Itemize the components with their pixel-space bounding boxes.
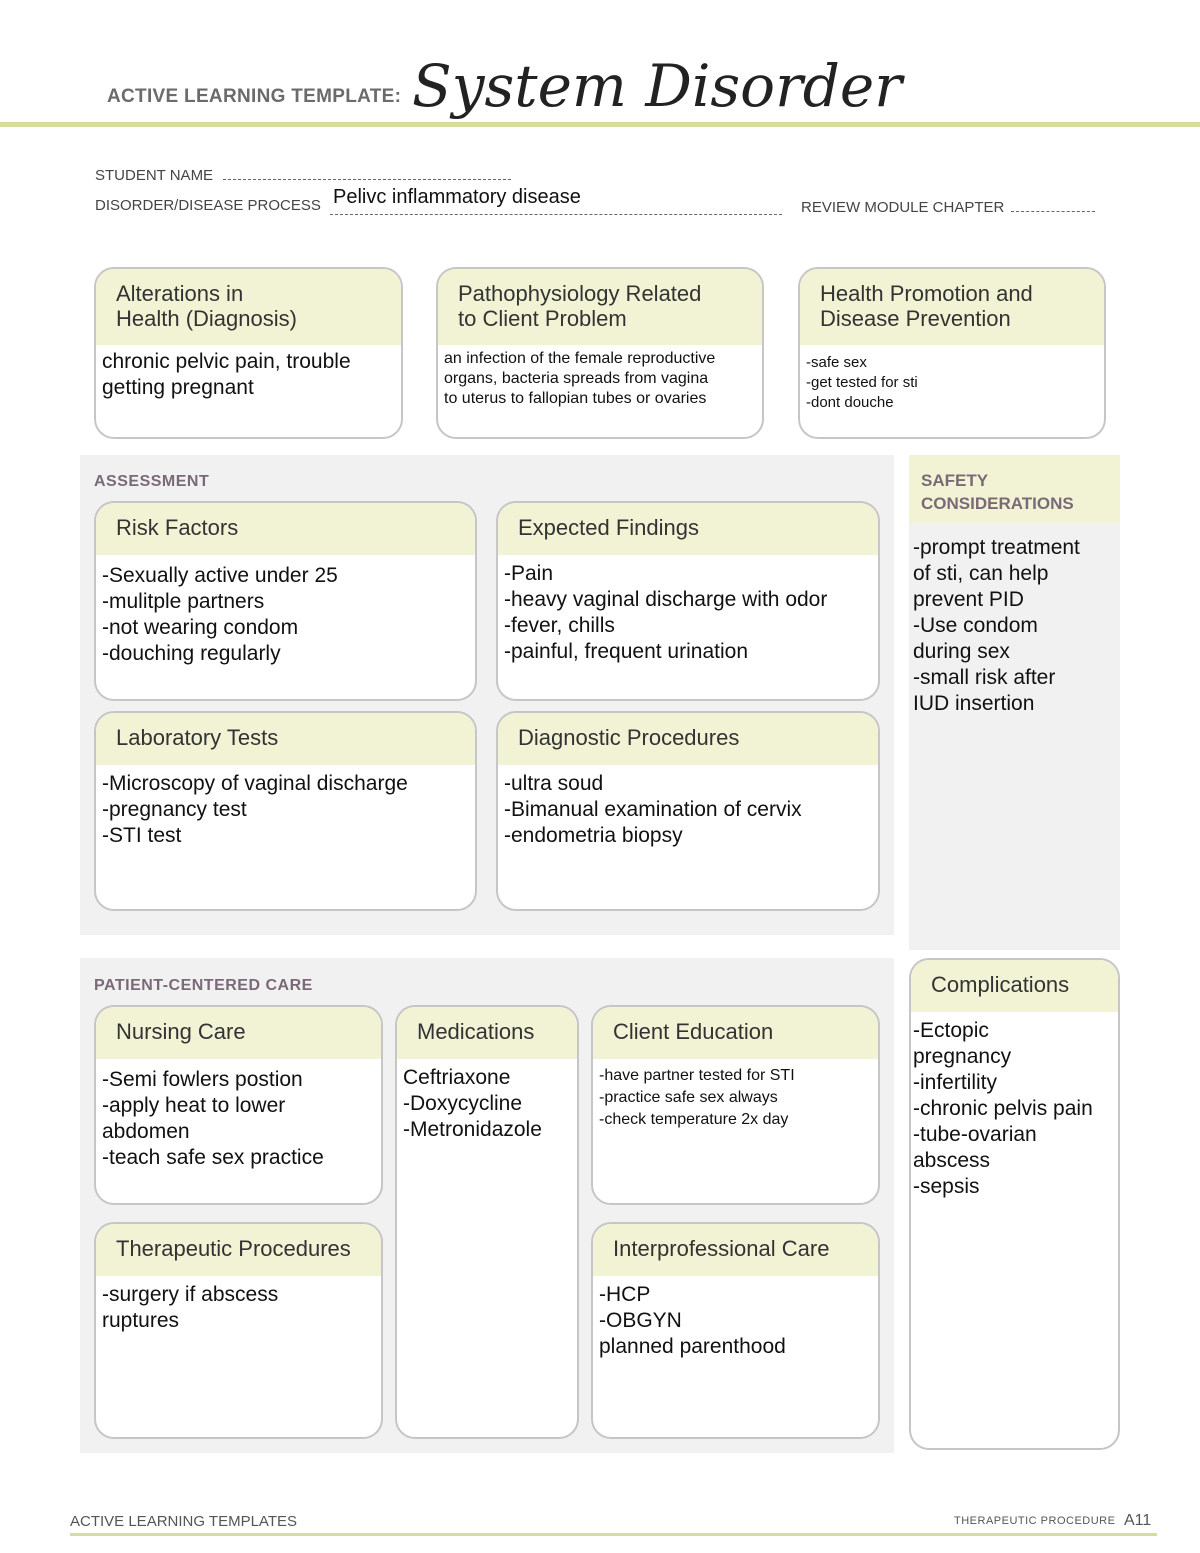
safety-text: -prompt treatment of sti, can help prevent PID -Use condom during sex -small risk after IUD insertion <box>913 536 1080 715</box>
assessment-label: ASSESSMENT <box>94 473 210 490</box>
complications-title: Complications <box>911 960 1118 1012</box>
header-rule <box>0 122 1200 127</box>
risk-factors-box <box>94 501 477 701</box>
diagnostic-procedures-title: Diagnostic Procedures <box>498 713 878 765</box>
footer-left-label: ACTIVE LEARNING TEMPLATES <box>70 1513 297 1530</box>
disorder-row <box>95 197 321 214</box>
complications-box <box>909 958 1120 1450</box>
alterations-text: chronic pelvic pain, trouble getting pregnant <box>102 350 351 399</box>
student-name-label: STUDENT NAME <box>95 167 214 184</box>
therapeutic-procedures-text: -surgery if abscess ruptures <box>102 1283 279 1332</box>
lab-tests-title: Laboratory Tests <box>96 713 475 765</box>
pathophysiology-title: Pathophysiology Related to Client Problem <box>438 269 762 345</box>
pathophysiology-text: an infection of the female reproductive organs, bacteria spreads from vagina to uterus to fallopian tubes or ovaries <box>444 350 716 407</box>
student-name-field[interactable] <box>223 165 511 180</box>
therapeutic-procedures-title: Therapeutic Procedures <box>96 1224 381 1276</box>
client-education-text: -have partner tested for STI -practice safe sex always -check temperature 2x day <box>599 1067 795 1128</box>
health-promotion-text: -safe sex -get tested for sti -dont douche <box>806 354 918 411</box>
interprofessional-care-box <box>591 1222 880 1439</box>
client-education-title: Client Education <box>593 1007 878 1059</box>
client-education-box <box>591 1005 880 1205</box>
review-module-label: REVIEW MODULE CHAPTER <box>801 199 1005 216</box>
nursing-care-box <box>94 1005 383 1205</box>
health-promotion-box <box>798 267 1106 439</box>
medications-text: Ceftriaxone -Doxycycline -Metronidazole <box>403 1066 542 1141</box>
health-promotion-title: Health Promotion and Disease Prevention <box>800 269 1104 345</box>
safety-section <box>909 455 1120 950</box>
safety-title: SAFETY CONSIDERATIONS <box>909 455 1120 523</box>
template-label: ACTIVE LEARNING TEMPLATE: <box>107 86 402 107</box>
disorder-value: Pelivc inflammatory disease <box>333 186 581 208</box>
patient-centered-care-label: PATIENT-CENTERED CARE <box>94 977 313 994</box>
expected-findings-title: Expected Findings <box>498 503 878 555</box>
nursing-care-title: Nursing Care <box>96 1007 381 1059</box>
alterations-title: Alterations in Health (Diagnosis) <box>96 269 401 345</box>
diagnostic-procedures-box <box>496 711 880 911</box>
pathophysiology-box <box>436 267 764 439</box>
lab-tests-text: -Microscopy of vaginal discharge -pregnancy test -STI test <box>102 772 408 847</box>
interprofessional-care-title: Interprofessional Care <box>593 1224 878 1276</box>
medications-title: Medications <box>397 1007 577 1059</box>
student-name-row <box>95 165 511 184</box>
footer-right-label: THERAPEUTIC PROCEDURE <box>954 1515 1116 1527</box>
page-number: A11 <box>1124 1512 1152 1529</box>
lab-tests-box <box>94 711 477 911</box>
risk-factors-text: -Sexually active under 25 -mulitple partners -not wearing condom -douching regularly <box>102 564 338 665</box>
alterations-box <box>94 267 403 439</box>
page-title: System Disorder <box>412 52 902 120</box>
review-module-field[interactable] <box>1011 197 1095 212</box>
therapeutic-procedures-box <box>94 1222 383 1439</box>
disorder-label: DISORDER/DISEASE PROCESS <box>95 197 321 214</box>
interprofessional-care-text: -HCP -OBGYN planned parenthood <box>599 1283 786 1358</box>
expected-findings-box <box>496 501 880 701</box>
footer-rule <box>70 1533 1157 1536</box>
expected-findings-text: -Pain -heavy vaginal discharge with odor -fever, chills -painful, frequent urination <box>504 562 828 663</box>
medications-box <box>395 1005 579 1439</box>
complications-text: -Ectopic pregnancy -infertility -chronic pelvis pain -tube-ovarian abscess -sepsis <box>913 1019 1093 1198</box>
review-row <box>801 197 1095 216</box>
nursing-care-text: -Semi fowlers postion -apply heat to lower abdomen -teach safe sex practice <box>102 1068 324 1169</box>
diagnostic-procedures-text: -ultra soud -Bimanual examination of cervix -endometria biopsy <box>504 772 802 847</box>
risk-factors-title: Risk Factors <box>96 503 475 555</box>
